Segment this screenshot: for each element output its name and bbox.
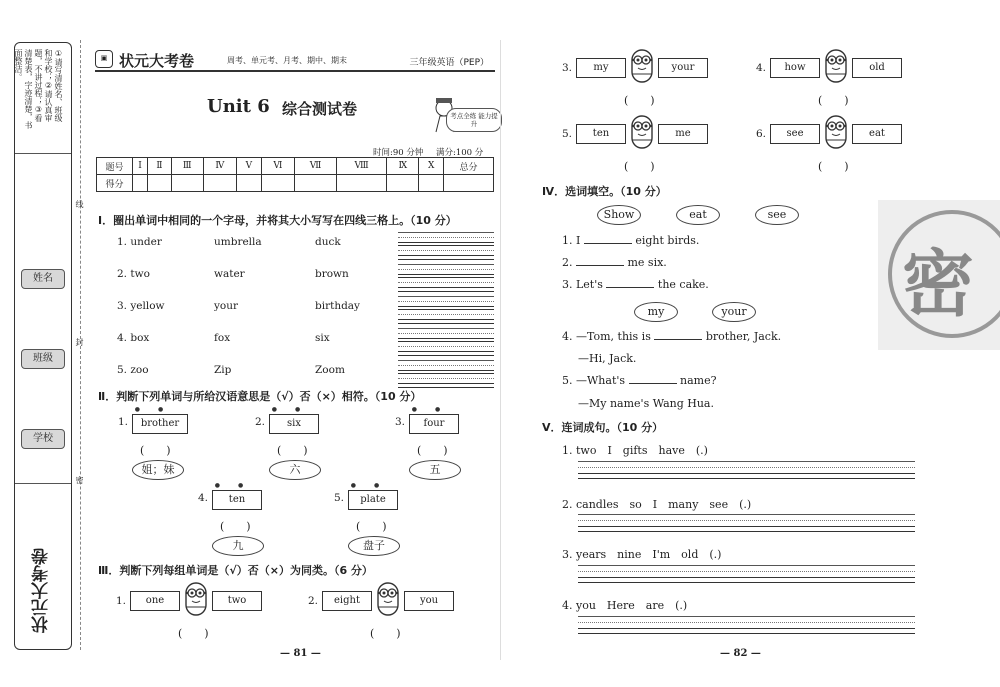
secret-stamp-area — [878, 200, 1000, 350]
page-number-left: — 81 — — [280, 648, 321, 659]
writing-lines[interactable] — [578, 565, 915, 583]
word-item[interactable]: 3. yellow — [117, 300, 165, 312]
score-header-cell: Ⅳ — [203, 158, 236, 175]
fill-q3: 3. Let's the cake. — [562, 278, 709, 291]
handle-icon: ●● — [214, 482, 262, 489]
answer-paren[interactable]: ( ) — [370, 627, 401, 640]
score-cell[interactable] — [336, 175, 386, 192]
score-header-cell: 题号 — [97, 158, 133, 175]
word-item[interactable]: 2. two — [117, 268, 150, 280]
answer-paren[interactable]: ( ) — [624, 94, 655, 107]
fill-q5: 5. —What's name? — [562, 374, 717, 387]
item-number: 2. — [308, 595, 319, 607]
answer-paren[interactable]: ( ) — [220, 520, 251, 533]
option-see: see — [755, 205, 799, 225]
minion-icon — [376, 581, 400, 617]
four-line-grid[interactable] — [398, 246, 494, 260]
word-card-left: see — [770, 124, 820, 144]
binding-strip — [14, 42, 72, 650]
option-your: your — [712, 302, 756, 322]
score-header-cell: Ⅰ — [133, 158, 148, 175]
word-card-right: eat — [852, 124, 902, 144]
motto-badge: 考点全练 能力提升 — [446, 108, 502, 132]
answer-blank[interactable] — [584, 234, 632, 244]
word-card-left: how — [770, 58, 820, 78]
sentence-item: 2. candles so I many see (.) — [562, 498, 752, 511]
word-item[interactable]: brown — [315, 268, 349, 280]
item-number: 4. — [756, 62, 767, 74]
brand-icon: ▣ — [95, 50, 113, 68]
writing-lines[interactable] — [578, 616, 915, 634]
handle-icon: ●● — [350, 482, 398, 489]
item-number: 3. — [562, 62, 573, 74]
score-cell[interactable] — [133, 175, 148, 192]
handle-icon: ●● — [134, 406, 182, 413]
score-cell[interactable] — [203, 175, 236, 192]
sentence-item: 3. years nine I'm old (.) — [562, 548, 722, 561]
four-line-grid[interactable] — [398, 278, 494, 292]
word-item[interactable]: birthday — [315, 300, 360, 312]
score-cell[interactable] — [261, 175, 294, 192]
binding-word: 线 — [75, 200, 84, 208]
section-4-title: Ⅳ．选词填空。（10 分） — [542, 185, 667, 198]
brand-name: 状元大考卷 — [119, 52, 195, 70]
handle-icon: ●● — [271, 406, 319, 413]
answer-blank[interactable] — [576, 256, 624, 266]
score-header-cell: Ⅹ — [419, 158, 444, 175]
strip-brand-logo: 状元大考卷 — [32, 548, 52, 633]
score-row-label: 得分 — [97, 175, 133, 192]
binding-word: 封 — [75, 338, 84, 346]
word-item[interactable]: 4. box — [117, 332, 150, 344]
section-2-title: Ⅱ．判断下列单词与所给汉语意思是（√）否（×）相符。（10 分） — [98, 390, 422, 403]
four-line-grid[interactable] — [398, 360, 494, 374]
score-header-cell: Ⅱ — [148, 158, 172, 175]
minion-icon — [184, 581, 208, 617]
word-item[interactable]: Zoom — [315, 364, 345, 376]
word-item[interactable]: your — [214, 300, 239, 312]
fill-q4: 4. —Tom, this is brother, Jack. — [562, 330, 782, 343]
strip-divider — [15, 483, 71, 484]
class-field[interactable]: 班级 — [21, 349, 65, 369]
fill-q4-reply: —Hi, Jack. — [578, 352, 637, 365]
four-line-grid[interactable] — [398, 232, 494, 246]
answer-blank[interactable] — [629, 374, 677, 384]
item-number: 3. — [395, 416, 406, 428]
answer-paren[interactable]: ( ) — [140, 444, 171, 457]
word-item[interactable]: 1. under — [117, 236, 162, 248]
word-item[interactable]: fox — [214, 332, 231, 344]
answer-paren[interactable]: ( ) — [277, 444, 308, 457]
word-card-left: eight — [322, 591, 372, 611]
item-number: 1. — [116, 595, 127, 607]
meaning-bubble: 六 — [269, 460, 321, 480]
answer-blank[interactable] — [654, 330, 702, 340]
word-item[interactable]: 5. zoo — [117, 364, 149, 376]
option-show: Show — [597, 205, 641, 225]
section-5-title: Ⅴ．连词成句。（10 分） — [542, 421, 664, 434]
word-card: brother — [132, 414, 188, 434]
answer-blank[interactable] — [606, 278, 654, 288]
word-card-right: your — [658, 58, 708, 78]
option-eat: eat — [676, 205, 720, 225]
strip-divider — [15, 153, 71, 154]
score-cell[interactable] — [444, 175, 494, 192]
score-cell[interactable] — [171, 175, 203, 192]
four-line-grid[interactable] — [398, 374, 494, 388]
score-table — [96, 157, 494, 192]
word-card-left: one — [130, 591, 180, 611]
name-field[interactable]: 姓名 — [21, 269, 65, 289]
brand-tagline: 周考、单元考、月考、期中、期末 — [227, 56, 347, 65]
four-line-grid[interactable] — [398, 310, 494, 324]
word-card-left: ten — [576, 124, 626, 144]
item-number: 1. — [118, 416, 129, 428]
score-header-cell: Ⅴ — [236, 158, 261, 175]
word-item[interactable]: duck — [315, 236, 341, 248]
word-card: six — [269, 414, 319, 434]
test-title: 综合测试卷 — [282, 100, 358, 118]
minion-icon — [824, 114, 848, 150]
answer-paren[interactable]: ( ) — [818, 94, 849, 107]
meaning-bubble: 盘子 — [348, 536, 400, 556]
handle-icon: ●● — [411, 406, 459, 413]
answer-paren[interactable]: ( ) — [818, 160, 849, 173]
word-item[interactable]: umbrella — [214, 236, 262, 248]
exam-notice: ①请写清姓名、班级和学校；②请认真审题，不讲过程；③看清楚表，字迹清楚，书面整洁。 — [14, 49, 63, 129]
page-number-right: — 82 — — [720, 648, 761, 659]
score-header-cell: Ⅲ — [171, 158, 203, 175]
word-card-right: old — [852, 58, 902, 78]
word-item[interactable]: six — [315, 332, 330, 344]
binding-word: 密 — [75, 476, 84, 484]
word-card: four — [409, 414, 459, 434]
score-cell[interactable] — [419, 175, 444, 192]
score-header-cell: Ⅸ — [387, 158, 419, 175]
item-number: 2. — [255, 416, 266, 428]
answer-paren[interactable]: ( ) — [356, 520, 387, 533]
section-1-title: Ⅰ．圈出单词中相同的一个字母，并将其大小写写在四线三格上。（10 分） — [98, 214, 457, 227]
answer-paren[interactable]: ( ) — [178, 627, 209, 640]
score-cell[interactable] — [236, 175, 261, 192]
word-card-right: me — [658, 124, 708, 144]
answer-paren[interactable]: ( ) — [624, 160, 655, 173]
word-card-right: two — [212, 591, 262, 611]
four-line-grid[interactable] — [398, 264, 494, 278]
sentence-item: 1. two I gifts have (.) — [562, 444, 708, 457]
fill-q1: 1. I eight birds. — [562, 234, 700, 247]
meaning-bubble: 九 — [212, 536, 264, 556]
score-header-cell: Ⅶ — [295, 158, 337, 175]
unit-title: Unit 6 — [207, 96, 270, 117]
fill-q5-reply: —My name's Wang Hua. — [578, 397, 714, 410]
item-number: 5. — [334, 492, 345, 504]
item-number: 5. — [562, 128, 573, 140]
option-my: my — [634, 302, 678, 322]
page-gutter — [500, 40, 501, 660]
school-field[interactable]: 学校 — [21, 429, 65, 449]
score-cell[interactable] — [148, 175, 172, 192]
item-number: 4. — [198, 492, 209, 504]
four-line-grid[interactable] — [398, 296, 494, 310]
meaning-bubble: 五 — [409, 460, 461, 480]
word-card-right: you — [404, 591, 454, 611]
four-line-grid[interactable] — [398, 328, 494, 342]
score-header-cell: Ⅷ — [336, 158, 386, 175]
stamp-char: 密 — [902, 242, 975, 326]
writing-lines[interactable] — [578, 514, 915, 532]
score-header-cell: Ⅵ — [261, 158, 294, 175]
four-line-grid[interactable] — [398, 342, 494, 356]
sentence-item: 4. you Here are (.) — [562, 599, 688, 612]
word-card: ten — [212, 490, 262, 510]
score-header-cell: 总分 — [444, 158, 494, 175]
meaning-bubble: 姐；妹 — [132, 460, 184, 480]
word-card: plate — [348, 490, 398, 510]
answer-paren[interactable]: ( ) — [417, 444, 448, 457]
item-number: 6. — [756, 128, 767, 140]
writing-lines[interactable] — [578, 461, 915, 479]
word-item[interactable]: Zip — [214, 364, 232, 376]
page-header — [95, 48, 495, 72]
word-card-left: my — [576, 58, 626, 78]
minion-icon — [630, 114, 654, 150]
score-cell[interactable] — [387, 175, 419, 192]
time-label: 时间:90 分钟 — [373, 148, 424, 158]
grade-label: 三年级英语（PEP） — [409, 58, 489, 68]
score-total-label: 满分:100 分 — [436, 148, 484, 158]
minion-icon — [824, 48, 848, 84]
word-item[interactable]: water — [214, 268, 245, 280]
section-3-title: Ⅲ．判断下列每组单词是（√）否（×）为同类。（6 分） — [98, 564, 373, 577]
score-cell[interactable] — [295, 175, 337, 192]
fill-q2: 2. me six. — [562, 256, 667, 269]
minion-icon — [630, 48, 654, 84]
